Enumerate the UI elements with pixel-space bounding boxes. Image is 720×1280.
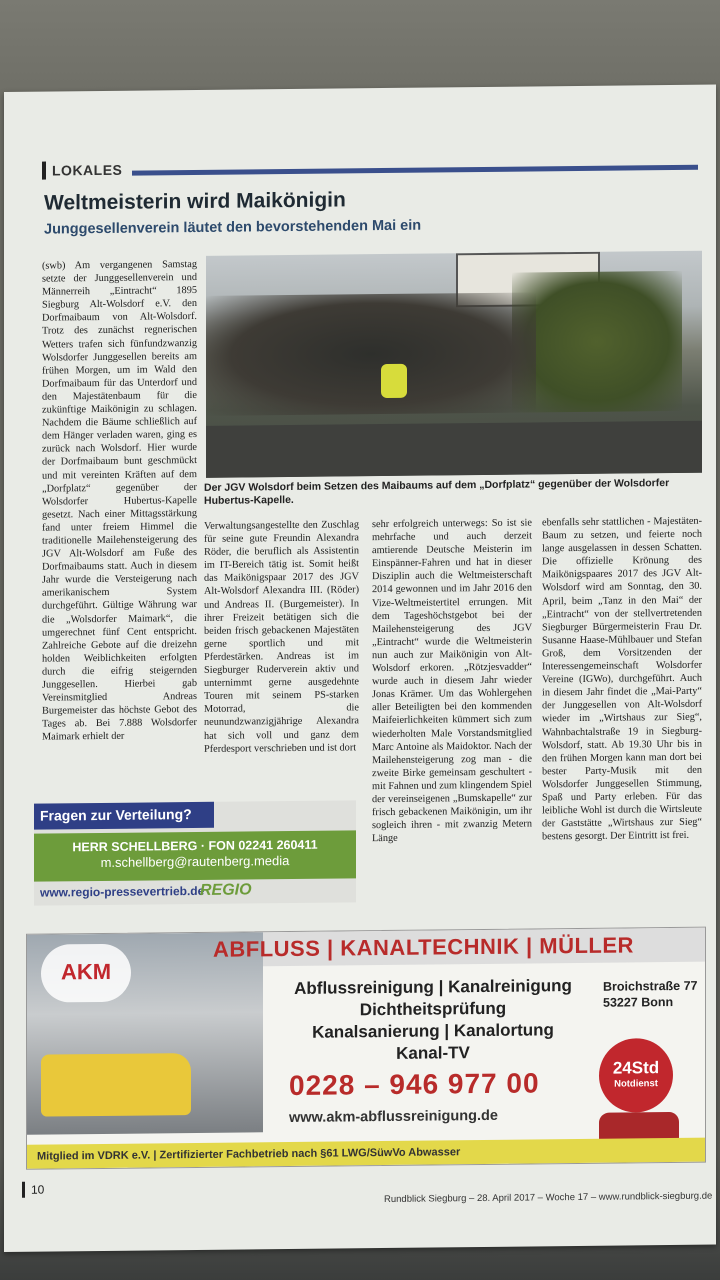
- akm-logo-text: AKM: [61, 958, 112, 985]
- akm-ad: [26, 927, 706, 1170]
- akm-logo: [41, 944, 131, 1003]
- photo-yellow-jacket: [381, 364, 407, 398]
- akm-address-street: Broichstraße 77: [603, 978, 698, 994]
- article-column-2: Verwaltungsangestellte den Zuschlag für seine gute Freundin Alexandra Röder, die beruflich als Assistentin im IT-Bereich tätig ist. Somit heißt das Maikönigspaar 2017 des JGV Alt-Wolsdorf Alexandra III. (Röder) und Andreas II. (Burgemeister). In ihrer Freizeit betätigen sich die beiden frisch gebackenen Majestäten gerne sportlich und mit Pferdestärken. Andreas ist im Siegburger Ruderverein aktiv und unternimmt gerne ausgedehnte Touren mit seinem PS-starken Motorrad, die neunundzwanzigjährige Alexandra hat sich voll und ganz dem Pferdesport verschrieben und ist dort: [204, 519, 359, 755]
- regio-logo: [200, 881, 252, 900]
- regio-ad: [34, 800, 356, 905]
- photo-group: [206, 292, 536, 415]
- regio-logo-text: REGIO: [200, 881, 252, 899]
- akm-footer: Mitglied im VDRK e.V. | Zertifizierter Fachbetrieb nach §61 LWG/SüwVo Abwasser: [27, 1138, 705, 1169]
- section-title: LOKALES: [52, 161, 123, 179]
- akm-address-city: 53227 Bonn: [603, 994, 674, 1010]
- section-bar: [42, 162, 46, 180]
- akm-badge-hours: 24Std: [612, 1058, 660, 1078]
- akm-title: ABFLUSS | KANALTECHNIK | MÜLLER: [213, 932, 634, 962]
- regio-email[interactable]: m.schellberg@rautenberg.media: [100, 853, 290, 870]
- page-number-text: 10: [31, 1182, 45, 1197]
- article-column-3: sehr erfolgreich unterwegs: So ist sie mehrfache und auch derzeit amtierende Deutsche Meisterin im Einspänner-Fahren und hat in dieser Disziplin auch die Weltmeisterschaft 2014 gewonnen und im Jahr 2016 den Vize-Weltmeistertitel errungen. Mit dem Tageshöchstgebot bei der Mailehensteigerung des JGV „Eintracht“ wurde die Weltmeisterin nun auch zur Maikönigin von Alt-Wolsdorf erkoren. „Rötzjesvadder“ wurde auch in diesem Jahr wieder Jonas Krämer. Um das Wohlergehen aller Beteiligten bei den kommenden Maifeierlichkeiten kümmert sich zum wiederholten Male Vorstandsmitglied Marc Antoine als Maidoktor. Nach der Mailehensteigerung zog man - die zweite Birke gemeinsam geschultert - mit Fahnen und zum klingendem Spiel der vereinseigenen „Bumskapelle“ zur frisch gebackenen Maikönigin, um ihr sogleich ihren - mit zwanzig Metern Länge: [372, 517, 532, 845]
- akm-24h-badge: [599, 1038, 673, 1113]
- article-headline: Weltmeisterin wird Maikönigin: [44, 188, 346, 215]
- photo-maypole-tree: [512, 271, 682, 413]
- regio-contact-box: [34, 830, 356, 881]
- photo-caption: Der JGV Wolsdorf beim Setzen des Maibaums auf dem „Dorfplatz“ gegenüber der Wolsdorfer Hubertus-Kapelle.: [204, 477, 670, 507]
- akm-website[interactable]: www.akm-abflussreinigung.de: [289, 1107, 498, 1127]
- page-footer-info: Rundblick Siegburg – 28. April 2017 – Woche 17 – www.rundblick-siegburg.de: [384, 1190, 713, 1206]
- akm-service-1: Abflussreinigung | Kanalreinigung: [294, 976, 572, 998]
- photo-ground: [206, 421, 702, 478]
- article-photo: [206, 251, 702, 478]
- akm-van-image: [41, 1053, 191, 1117]
- akm-address: [603, 978, 697, 1011]
- akm-service-4: Kanal-TV: [396, 1043, 470, 1063]
- newspaper-page: [4, 85, 716, 1252]
- article-subheadline: Junggesellenverein läutet den bevorstehenden Mai ein: [44, 217, 422, 238]
- page-number-bar: [22, 1182, 25, 1198]
- akm-services: [273, 975, 593, 1066]
- page-number: [22, 1182, 44, 1198]
- akm-phone[interactable]: 0228 – 946 977 00: [289, 1067, 540, 1102]
- regio-url[interactable]: www.regio-pressevertrieb.de: [40, 883, 205, 900]
- akm-badge-label: Notdienst: [614, 1078, 658, 1090]
- article-column-1: (swb) Am vergangenen Samstag setzte der Junggesellenverein und Männerreih „Eintracht“ 1895 Siegburg Alt-Wolsdorf e.V. den Dorfmaibaum von Alt-Wolsdorf. Trotz des zunächst regnerischen Wetters trafen sich fünfundzwanzig Wolsdorfer Junggesellen bereits am frühen Morgen, um im Wald den Dorfmaibaum für das Unterdorf und den Majestätenbaum für die zukünftige Maikönigin zu schlagen. Nachdem die Bäume schließlich auf dem Hänger verladen waren, ging es zurück nach Wolsdorf. Hier wurde der Dorfmaibaum bunt geschmückt und mit vereinten Kräften auf dem „Dorfplatz“ gegenüber der Wolsdorfer Hubertus-Kapelle gesetzt. Nach einer Mittagsstärkung fand unter freiem Himmel die traditionelle Mailehensteigerung des JGV Alt-Wolsdorf am Fuße des Dorfmaibaums statt. Auch in diesem Jahr wurde die Versteigerung nach amerikanischem System durchgeführt. Gültige Währung war die „Wolsdorfer Maimark“, die umgerechnet fünf Cent entspricht. Zahlreiche Gebote auf die dreizehn holden Weiblichkeiten erfolgten durch die eifrig steigernden Junggesellen. Hierbei gab Vereinsmitglied Andreas Burgemeister das höchste Gebot des Tages ab. Bei 7.888 Wolsdorfer Maimark erhielt der: [42, 258, 197, 743]
- section-rule: [132, 165, 698, 176]
- article-column-4: ebenfalls sehr stattlichen - Majestäten-Baum zu setzen, und feierte noch lange ausgelassen in dessen Schatten. Die offizielle Krönung des Maikönigspaares 2017 des JGV Alt-Wolsdorf wird am Sonntag, den 30. April, beim „Tanz in den Mai“ der „Eintracht“ von der stellvertretenden Siegburger Bürgermeisterin Frau Dr. Susanne Haase-Mühlbauer und Stefan Groß, dem Vorsitzenden der Interessengemeinschaft Wolsdorfer Vereine (IGWo), durchgeführt. Auch in diesem Jahr findet die „Mai-Party“ der Junggesellen von Alt-Wolsdorf wieder im „Wirtshaus zur Sieg“, Wahnbachtalstraße 19 in Siegburg-Wolsdorf, statt. Ab 19.30 Uhr bis in den frühen Morgen kann man dort bei bester Party-Musik mit den Wolsdorfer Junggesellen Stimmung, Spaß und Party erleben. Für das leibliche Wohl ist durch die Wirtsleute der Gaststätte „Wirtshaus zur Sieg“ bestens gesorgt. Der Eintritt ist frei.: [542, 515, 702, 843]
- section-label: [42, 161, 122, 180]
- regio-contact-line: HERR SCHELLBERG · FON 02241 260411: [72, 837, 318, 855]
- akm-service-2: Dichtheitsprüfung: [359, 998, 507, 1020]
- akm-service-3: Kanalsanierung | Kanalortung: [312, 1020, 554, 1042]
- regio-question: Fragen zur Verteilung?: [34, 802, 214, 830]
